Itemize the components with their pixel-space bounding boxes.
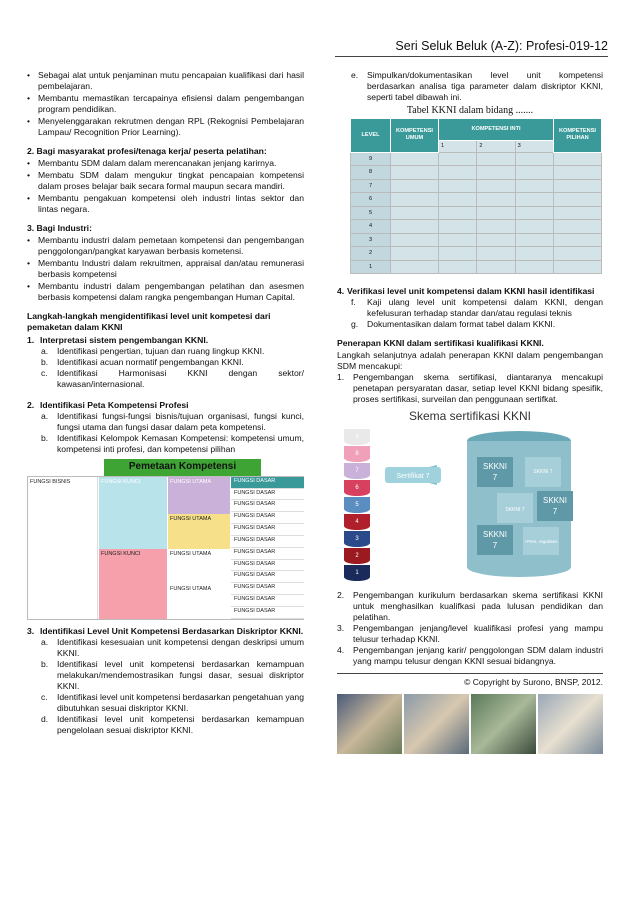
fungsi-kunci-cell: FUNGSI KUNCI — [99, 477, 167, 549]
table-cell — [391, 206, 439, 220]
step-e: e. Simpulkan/dokumentasikan level unit kompetensi berdasarkan analisa tiga parameter dalam diskriptor KKNI, seperti tabel dibawah ini. — [351, 70, 603, 102]
section-3-title: 3. Bagi Industri: — [27, 223, 92, 233]
skkni-4: SKKNI — [542, 495, 568, 505]
table-cell — [439, 206, 477, 220]
step-4-f: f. Kaji ulang level unit kompetensi dalam KKNI, dengan kefelusuran terhadap standar dan/atau regulasi teknis — [351, 297, 603, 319]
table-row — [351, 166, 602, 180]
level-number: 6 — [355, 484, 359, 491]
step-3-d: d. Identifikasi level unit kompetensi berdasarkan kemampuan pengelolaan sesuai diskriptor KKNI. — [41, 713, 304, 735]
table-cell — [554, 247, 602, 261]
penerapan-2: 2. Pengembangan kurikulum berdasarkan skema sertifikasi KKNI untuk menghasilkan kualifkasi pada lulusan pendidikan dan pelatihan. — [337, 589, 603, 622]
level-cell: 7 — [351, 179, 391, 193]
section-2-title: 2. Bagi masyarakat profesi/tenaga kerja/ peserta pelatihan: — [27, 146, 267, 156]
level-cell: 4 — [351, 220, 391, 234]
table-cell — [554, 220, 602, 234]
fungsi-dasar-cell: FUNGSI DASAR — [231, 477, 304, 489]
table-cell — [477, 260, 515, 274]
table-cell — [515, 152, 553, 166]
kkni-table-body — [351, 152, 602, 274]
table-cell — [439, 193, 477, 207]
table-cell — [439, 179, 477, 193]
step-3-b: b. Identifikasi level unit kompetensi berdasarkan kemampuan melakukan/mendemostrasikan fungsi dasar, sesuai diskriptor KKNI. — [41, 658, 304, 691]
fungsi-dasar-cell: FUNGSI DASAR — [231, 512, 304, 524]
table-row — [351, 260, 602, 274]
level-number: 9 — [355, 433, 359, 440]
photo-4 — [538, 694, 603, 754]
table-cell — [554, 206, 602, 220]
table-cell — [477, 193, 515, 207]
skkni-1-n: 7 — [492, 472, 498, 482]
table-cell — [391, 220, 439, 234]
table-cell — [391, 179, 439, 193]
step-1-a: a. Identifikasi pengertian, tujuan dan ruang lingkup KKNI. — [41, 346, 265, 356]
th-inti-1: 1 — [439, 140, 477, 152]
table-cell — [391, 247, 439, 261]
kkni-table — [350, 118, 602, 275]
table-cell — [477, 206, 515, 220]
fungsi-dasar-cell: FUNGSI DASAR — [231, 489, 304, 501]
table-cell — [391, 152, 439, 166]
table-row — [351, 233, 602, 247]
fungsi-utama-cell-4: FUNGSI UTAMA — [168, 584, 230, 619]
table-cell — [515, 193, 553, 207]
list-item: • Membantu Industri dalam rekruitmen, appraisal dan/atau remunerasi berbasis kompetensi — [27, 258, 304, 280]
table-row — [351, 193, 602, 207]
table-cell — [477, 152, 515, 166]
list-item: • Membantu industri dalam pemetaan kompetensi dan pengembangan penggolongan/pangkat karyawan berbasis kometensi. — [27, 235, 304, 257]
copyright: © Copyright by Surono, BNSP, 2012. — [337, 673, 603, 688]
step-4: 4. Verifikasi level unit kompetensi dalam KKNI hasil identifikasi — [337, 286, 595, 297]
fungsi-kunci-cell-2: FUNGSI KUNCI — [99, 549, 167, 619]
table-cell — [391, 166, 439, 180]
level-number: 7 — [355, 467, 359, 474]
step-2-b: b. Identifikasi Kelompok Kemasan Kompetensi: kompetensi umum, kompetensi inti profesi, dan kompetensi pilihan — [41, 433, 304, 454]
table-row — [351, 179, 602, 193]
level-number: 2 — [355, 552, 359, 559]
level-number: 8 — [355, 450, 359, 457]
table-cell — [439, 166, 477, 180]
table-cell — [515, 220, 553, 234]
table-title: Tabel KKNI dalam bidang ....... — [406, 105, 534, 116]
table-cell — [439, 260, 477, 274]
step-1-c: c. Identifikasi Harmonisasi KKNI dengan sektor/ kawasan/internasional. — [41, 368, 304, 389]
level-cell: 8 — [351, 166, 391, 180]
table-cell — [554, 179, 602, 193]
skkni-1: SKKNI — [482, 461, 508, 471]
list-item: • Membantu pengakuan kompetensi oleh industri lintas sektor dan lintas negara. — [27, 193, 304, 215]
skema-diagram — [337, 425, 603, 587]
list-item: • Menyelenggarakan rekrutmen dengan RPL (Rekognisi Pembelajaran Lampau/ Recognition Prior Learning). — [27, 116, 304, 138]
table-cell — [439, 233, 477, 247]
step-2: 2. Identifikasi Peta Kompetensi Profesi — [27, 400, 189, 410]
step-2-a: a. Identifikasi fungsi-fungsi bisnis/tujuan organisasi, fungsi kunci, fungsi utama dan fungsi dasar dalam peta kompetensi. — [41, 411, 304, 432]
skkni-5: SKKNI — [482, 529, 508, 539]
step-4-g: g. Dokumentasikan dalam format tabel dalam KKNI. — [351, 319, 556, 330]
section-3-bullets — [27, 235, 304, 303]
table-row — [351, 152, 602, 166]
th-level: LEVEL — [351, 118, 391, 152]
level-number: 1 — [355, 569, 359, 576]
level-cell: 3 — [351, 233, 391, 247]
skkni-2: SKKNI 7 — [533, 468, 553, 475]
table-row — [351, 220, 602, 234]
table-cell — [554, 152, 602, 166]
cylinder-bottom — [467, 557, 571, 577]
skkni-5-n: 7 — [492, 540, 498, 550]
fungsi-dasar-cell: FUNGSI DASAR — [231, 595, 304, 607]
list-item: • Membantu memastikan tercapainya efisiensi dalam pengembangan program pendidikan. — [27, 93, 304, 115]
th-inti: KOMPETENSI INTI — [439, 118, 554, 140]
fungsi-utama-cell-3: FUNGSI UTAMA — [168, 549, 230, 584]
table-cell — [515, 179, 553, 193]
th-inti-2: 2 — [477, 140, 515, 152]
step-3-a: a. Identifikasi kesesuaian unit kompetensi dengan deskripsi umum KKNI. — [41, 636, 304, 658]
th-inti-3: 3 — [515, 140, 553, 152]
fungsi-dasar-cell: FUNGSI DASAR — [231, 560, 304, 572]
step-3: 3. Identifikasi Level Unit Kompetensi Berdasarkan Diskriptor KKNI. — [27, 625, 304, 636]
th-umum: KOMPETENSI UMUM — [391, 118, 439, 152]
list-item: • Membantu SDM dalam dalam merencanakan jenjang karirnya. — [27, 158, 304, 169]
table-row — [351, 247, 602, 261]
right-column — [337, 70, 603, 754]
table-cell — [391, 193, 439, 207]
step-1-b: b. Identifikasi acuan normatif pengembangan KKNI. — [41, 357, 244, 367]
table-cell — [477, 179, 515, 193]
table-cell — [554, 260, 602, 274]
level-cell: 9 — [351, 152, 391, 166]
step-1: 1. Interpretasi sistem pengembangan KKNI. — [27, 335, 209, 345]
table-cell — [554, 193, 602, 207]
fungsi-dasar-column — [231, 477, 304, 619]
skkni-4-n: 7 — [552, 506, 558, 516]
table-cell — [554, 166, 602, 180]
table-cell — [515, 233, 553, 247]
series-header: Seri Seluk Beluk (A-Z): Profesi-019-12 — [335, 38, 608, 57]
list-item: • Sebagai alat untuk penjaminan mutu pencapaian kualifikasi dari hasil pembelajaran. — [27, 70, 304, 92]
penerapan-3: 3. Pengembangan jenjang/level kualifikasi profesi yang mampu telusur terhadap KKNI. — [337, 622, 603, 644]
level-cell: 2 — [351, 247, 391, 261]
table-cell — [439, 152, 477, 166]
penerapan-text: Langkah selanjutnya adalah penerapan KKNI dalam pengembangan SDM mencakupi: — [337, 350, 603, 372]
fungsi-dasar-cell: FUNGSI DASAR — [231, 524, 304, 536]
fungsi-dasar-cell: FUNGSI DASAR — [231, 571, 304, 583]
table-cell — [391, 260, 439, 274]
level-number: 5 — [355, 501, 359, 508]
list-item: • Membatu SDM dalam mengukur tingkat pencapaian kompetensi dalam proses belajar baik secara formal maupun secara mandiri. — [27, 170, 304, 192]
regulates-label: +Pers. regulates — [524, 538, 558, 544]
photo-strip — [337, 694, 603, 754]
table-cell — [439, 220, 477, 234]
fungsi-dasar-cell: FUNGSI DASAR — [231, 536, 304, 548]
list-item: • Membantu industri dalam pengembangan pelatihan dan asesmen berbasis kompetensi dalam rangka pengembangan Human Capital. — [27, 281, 304, 303]
level-stack — [344, 429, 370, 581]
table-cell — [515, 260, 553, 274]
table-cell — [554, 233, 602, 247]
fungsi-dasar-cell: FUNGSI DASAR — [231, 500, 304, 512]
fungsi-dasar-cell: FUNGSI DASAR — [231, 548, 304, 560]
table-cell — [515, 247, 553, 261]
section-2-bullets — [27, 158, 304, 215]
table-cell — [477, 166, 515, 180]
photo-2 — [404, 694, 469, 754]
level-cell: 1 — [351, 260, 391, 274]
pemetaan-title: Pemetaan Kompetensi — [104, 459, 261, 476]
fungsi-utama-cell: FUNGSI UTAMA — [168, 477, 230, 514]
penerapan-4: 4. Pengembangan jenjang karir/ penggolongan SDM dalam industri yang mampu telusur dengan KKNI sesuai bidangnya. — [337, 644, 603, 666]
photo-1 — [337, 694, 402, 754]
langkah-title: Langkah-langkah mengidentifikasi level unit kompetesi dari pemaketan dalam KKNI — [27, 311, 271, 332]
table-cell — [477, 247, 515, 261]
skema-title: Skema sertifikasi KKNI — [408, 409, 532, 424]
sertifikat-label: Sertifikat 7 — [396, 472, 430, 480]
table-cell — [515, 166, 553, 180]
level-cell: 5 — [351, 206, 391, 220]
pemetaan-diagram — [27, 476, 304, 620]
photo-3 — [471, 694, 536, 754]
th-pilihan: KOMPETENSI PILIHAN — [554, 118, 602, 152]
table-row — [351, 206, 602, 220]
left-column — [27, 70, 304, 736]
level-cell: 6 — [351, 193, 391, 207]
fungsi-dasar-cell: FUNGSI DASAR — [231, 607, 304, 619]
fungsi-bisnis-cell: FUNGSI BISNIS — [28, 477, 98, 619]
fungsi-dasar-cell: FUNGSI DASAR — [231, 583, 304, 595]
penerapan-1: 1. Pengembangan skema sertifikasi, diantaranya mencakupi penetapan persyaratan dasar, setiap level KKNI bidang spesifik, proses sertifikasi, surveilan dan penggunaan sertifkat. — [337, 372, 603, 405]
table-cell — [515, 206, 553, 220]
level-number: 4 — [355, 518, 359, 525]
table-cell — [477, 233, 515, 247]
intro-bullets — [27, 70, 304, 138]
table-cell — [477, 220, 515, 234]
table-cell — [391, 233, 439, 247]
step-3-c: c. Identifikasi level unit kompetensi berdasarkan pengetahuan yang dibutuhkan sesuai diskriptor KKNI. — [41, 691, 304, 713]
skkni-3: SKKNI 7 — [505, 506, 525, 513]
penerapan-title: Penerapan KKNI dalam sertifikasi kualifikasi KKNI. — [337, 338, 544, 349]
level-number: 3 — [355, 535, 359, 542]
table-cell — [439, 247, 477, 261]
fungsi-utama-cell-2: FUNGSI UTAMA — [168, 514, 230, 549]
